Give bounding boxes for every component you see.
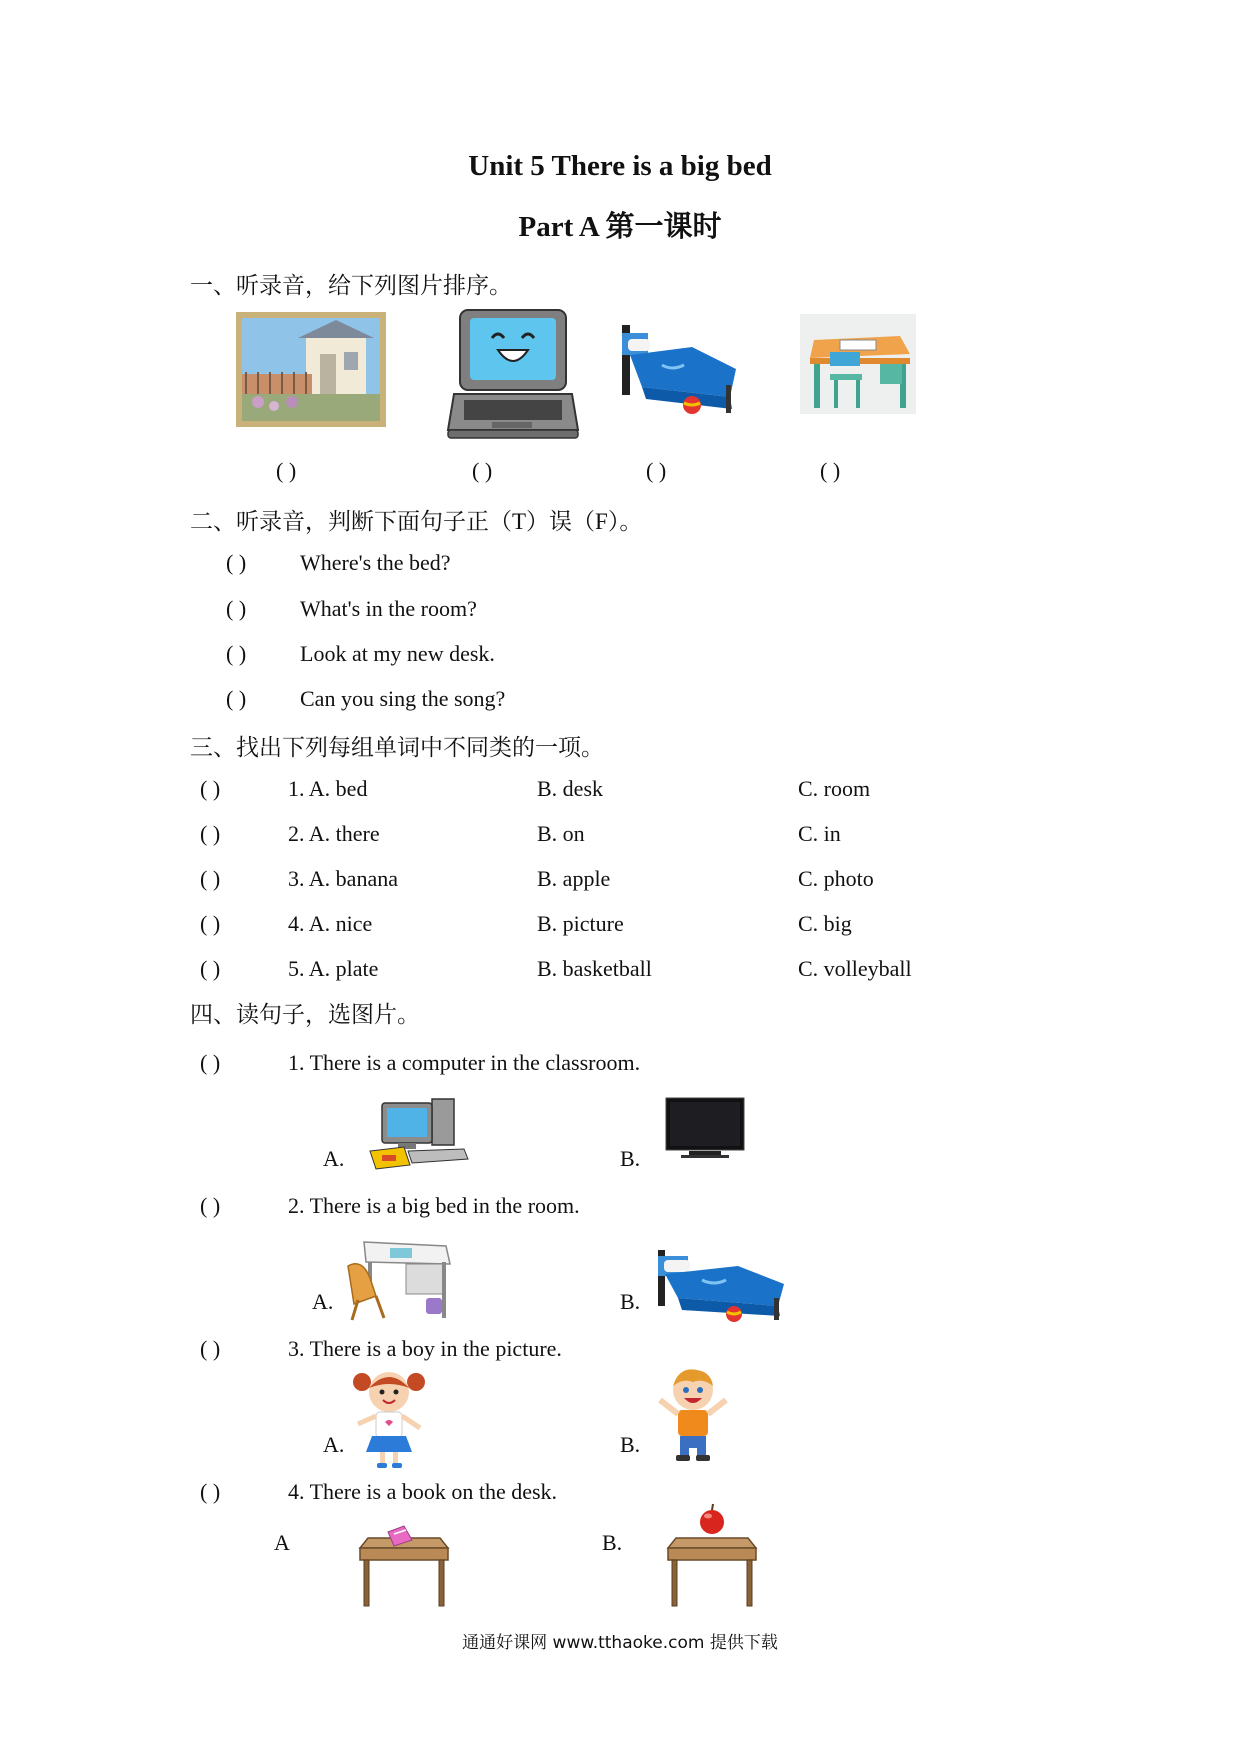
picture4-answer-blank[interactable]: ( )	[820, 458, 841, 483]
picture-blank-1[interactable]: ( )	[200, 1050, 221, 1075]
bed-icon	[658, 1250, 784, 1322]
desk-with-apple-icon	[666, 1500, 758, 1606]
desk-and-chair-icon	[346, 1238, 450, 1320]
picture3-answer-blank[interactable]: ( )	[646, 458, 667, 483]
tf-sentence-3: Look at my new desk.	[300, 641, 495, 666]
word-blank-3[interactable]: ( )	[200, 866, 221, 891]
tf-sentence-2: What's in the room?	[300, 596, 477, 621]
picture-option-3a-label: A.	[323, 1432, 345, 1457]
picture2-answer-blank[interactable]: ( )	[472, 458, 493, 483]
tf-blank-4[interactable]: ( )	[226, 686, 247, 711]
bed-icon	[622, 325, 736, 415]
word-option-2c: C. in	[798, 821, 841, 846]
section1-heading: 一、听录音，给下列图片排序。	[190, 273, 512, 298]
word-option-4a: 4. A. nice	[288, 911, 373, 936]
desktop-computer-icon	[368, 1097, 468, 1169]
picture-blank-4[interactable]: ( )	[200, 1479, 221, 1504]
picture1-answer-blank[interactable]: ( )	[276, 458, 297, 483]
page-title: Unit 5 There is a big bed	[468, 150, 772, 182]
picture-question-1: 1. There is a computer in the classroom.	[288, 1050, 641, 1075]
word-option-4b: B. picture	[537, 911, 624, 936]
word-option-3a: 3. A. banana	[288, 866, 398, 891]
section3-heading: 三、找出下列每组单词中不同类的一项。	[190, 735, 604, 760]
word-blank-1[interactable]: ( )	[200, 776, 221, 801]
word-option-4c: C. big	[798, 911, 852, 936]
picture-option-2b-label: B.	[620, 1289, 641, 1314]
tf-blank-1[interactable]: ( )	[226, 550, 247, 575]
house-picture-icon	[236, 312, 386, 427]
picture-option-1b-label: B.	[620, 1146, 641, 1171]
word-option-2b: B. on	[537, 821, 585, 846]
word-option-2a: 2. A. there	[288, 821, 380, 846]
word-option-5b: B. basketball	[537, 956, 652, 981]
picture-option-2a-label: A.	[312, 1289, 334, 1314]
tf-sentence-1: Where's the bed?	[300, 550, 451, 575]
picture-option-3b-label: B.	[620, 1432, 641, 1457]
word-option-3c: C. photo	[798, 866, 874, 891]
desk-with-book-icon	[358, 1508, 450, 1606]
word-option-5c: C. volleyball	[798, 956, 912, 981]
word-option-1a: 1. A. bed	[288, 776, 368, 801]
girl-icon	[352, 1366, 426, 1470]
tf-blank-2[interactable]: ( )	[226, 596, 247, 621]
word-option-1c: C. room	[798, 776, 871, 801]
desk-icon	[800, 314, 916, 414]
picture-blank-3[interactable]: ( )	[200, 1336, 221, 1361]
word-blank-4[interactable]: ( )	[200, 911, 221, 936]
word-option-1b: B. desk	[537, 776, 603, 801]
picture-question-3: 3. There is a boy in the picture.	[288, 1336, 562, 1361]
word-option-3b: B. apple	[537, 866, 611, 891]
word-blank-2[interactable]: ( )	[200, 821, 221, 846]
section2-heading: 二、听录音，判断下面句子正（T）误（F）。	[190, 509, 643, 534]
picture-blank-2[interactable]: ( )	[200, 1193, 221, 1218]
section4-heading: 四、读句子，选图片。	[190, 1002, 420, 1027]
television-icon	[665, 1097, 745, 1159]
word-blank-5[interactable]: ( )	[200, 956, 221, 981]
picture-question-4: 4. There is a book on the desk.	[288, 1479, 558, 1504]
picture-option-4b-label: B.	[602, 1530, 623, 1555]
picture-option-1a-label: A.	[323, 1146, 345, 1171]
word-option-5a: 5. A. plate	[288, 956, 379, 981]
tf-sentence-4: Can you sing the song?	[300, 686, 506, 711]
boy-icon	[656, 1366, 730, 1462]
page-subtitle: Part A 第一课时	[518, 211, 722, 243]
page-footer: 通通好课网 www.tthaoke.com 提供下载	[462, 1633, 778, 1653]
picture-option-4a-label: A	[274, 1530, 290, 1555]
laptop-icon	[448, 308, 578, 442]
tf-blank-3[interactable]: ( )	[226, 641, 247, 666]
picture-question-2: 2. There is a big bed in the room.	[288, 1193, 580, 1218]
